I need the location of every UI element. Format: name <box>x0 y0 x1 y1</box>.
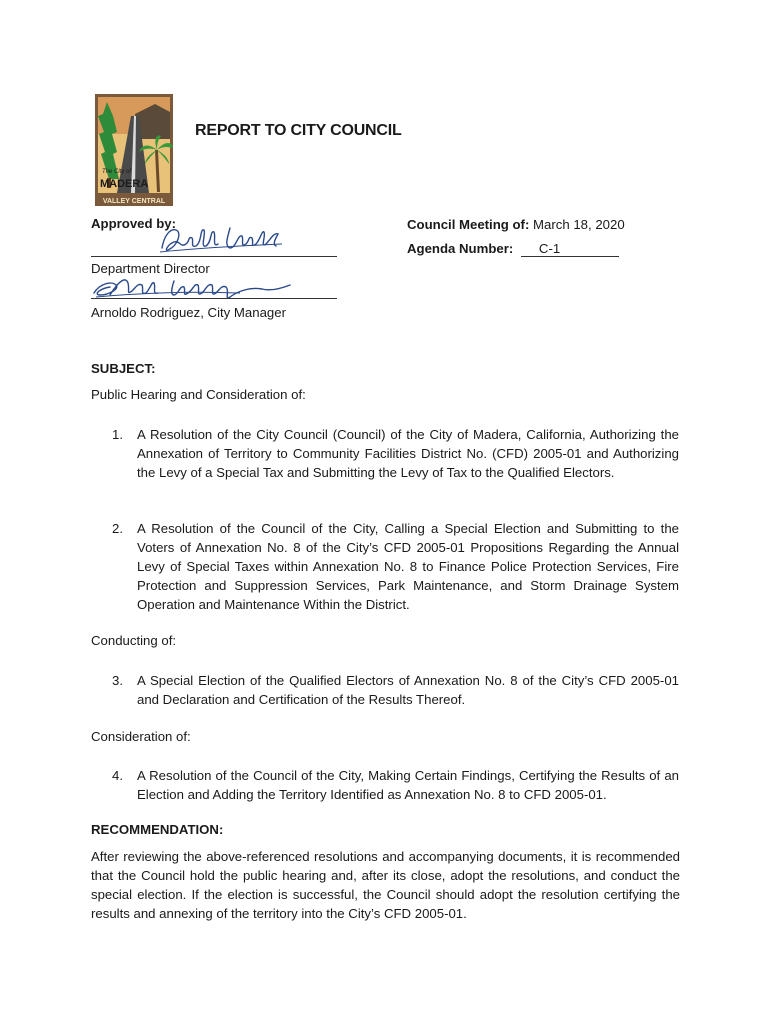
list-item <box>112 425 679 482</box>
logo-text-madera: MADERA <box>100 178 149 190</box>
subject-heading: SUBJECT: <box>91 361 156 376</box>
list-item-text: A Resolution of the Council of the City, Calling a Special Election and Submitting to the Voters of Annexation No. 8 of the City’s CFD 2005-01 Propositions Regarding the Annual Levy of Special Taxes within Annexation No. 8 to Finance Police Protection Services, Fire Protection and Suppression Services, Park Maintenance, and Storm Drainage System Operation and Maintenance Within the District. <box>137 521 679 612</box>
list-item-number: 4. <box>112 768 123 783</box>
logo-text-the-city-of: The City of <box>102 169 132 175</box>
council-meeting-date: March 18, 2020 <box>533 217 625 232</box>
list-item-text: A Resolution of the Council of the City, Making Certain Findings, Certifying the Results of an Election and Adding the Territory Identified as Annexation No. 8 to CFD 2005-01. <box>137 768 679 802</box>
subject-intro: Public Hearing and Consideration of: <box>91 387 306 402</box>
consideration-label: Consideration of: <box>91 729 191 744</box>
agenda-number-label: Agenda Number: <box>407 241 514 256</box>
city-manager-label: Arnoldo Rodriguez, City Manager <box>91 305 286 320</box>
list-item-number: 3. <box>112 673 123 688</box>
council-meeting-row <box>407 217 625 232</box>
recommendation-heading: RECOMMENDATION: <box>91 822 224 837</box>
list-item-number: 2. <box>112 521 123 536</box>
department-director-label: Department Director <box>91 261 210 276</box>
city-of-madera-logo <box>95 94 173 206</box>
logo-text-valley-central: VALLEY CENTRAL <box>102 198 166 205</box>
page-title: REPORT TO CITY COUNCIL <box>195 122 402 139</box>
list-item-number: 1. <box>112 427 123 442</box>
approved-by-label: Approved by: <box>91 216 176 231</box>
list-item-text: A Special Election of the Qualified Electors of Annexation No. 8 of the City’s CFD 2005-01 and Declaration and Certification of the Results Thereof. <box>137 673 679 707</box>
list-item <box>112 519 679 614</box>
city-manager-signature-line <box>91 298 337 299</box>
director-signature-line <box>91 256 337 257</box>
director-signature <box>158 222 283 256</box>
recommendation-body: After reviewing the above-referenced resolutions and accompanying documents, it is recommended that the Council hold the public hearing and, after its close, adopt the resolutions, and conduct the special election. If the election is successful, the Council should adopt the resolution certifying the results and annexing of the territory into the City’s CFD 2005-01. <box>91 849 680 921</box>
agenda-number-value: C-1 <box>521 242 619 257</box>
agenda-number-row <box>407 241 619 257</box>
list-item-text: A Resolution of the City Council (Council) of the City of Madera, California, Authorizing the Annexation of Territory to Community Facilities District No. (CFD) 2005-01 and Authorizing the Levy of a Special Tax and Submitting the Levy of Tax to the Qualified Electors. <box>137 427 679 480</box>
council-meeting-label: Council Meeting of: <box>407 217 530 232</box>
list-item <box>112 766 679 804</box>
list-item <box>112 671 679 709</box>
conducting-label: Conducting of: <box>91 633 177 648</box>
